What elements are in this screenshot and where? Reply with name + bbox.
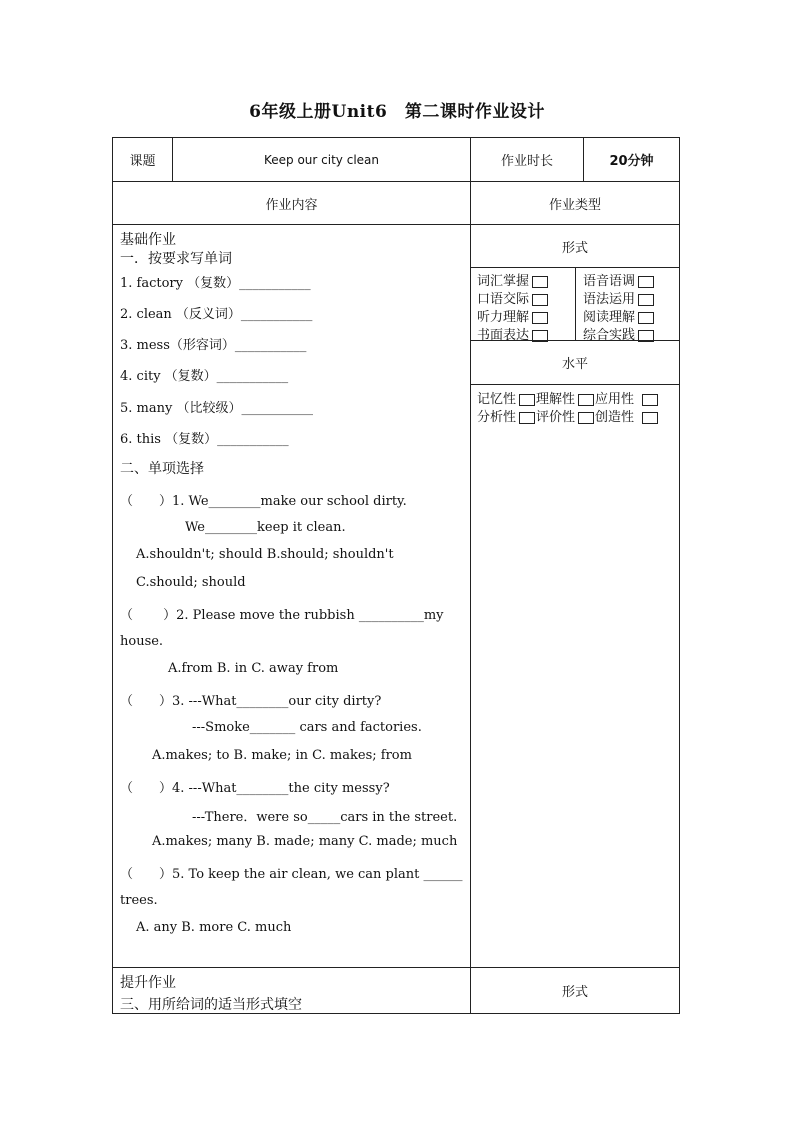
checkbox-understanding[interactable]: 理解性	[536, 392, 595, 407]
question-5-options: A. any B. more C. much	[136, 920, 292, 935]
checkbox-box-icon	[578, 394, 594, 406]
checkbox-oral[interactable]: 口语交际	[477, 288, 548, 307]
advanced-heading: 提升作业	[120, 975, 176, 991]
topic-value: Keep our city clean	[264, 152, 379, 167]
checkbox-reading[interactable]: 阅读理解	[583, 306, 654, 325]
part1-heading: 一．按要求写单词	[120, 251, 232, 267]
type-label: 作业类型	[548, 197, 601, 213]
question-3: （ ）3. ---What________our city dirty?	[120, 694, 382, 709]
checkbox-box-icon	[519, 412, 535, 424]
word-item: 5. many （比较级）___________	[120, 401, 313, 416]
word-item: 1. factory （复数）___________	[120, 276, 311, 291]
checkbox-practice[interactable]: 综合实践	[583, 324, 654, 343]
question-1-options: A.shouldn't; should B.should; shouldn't	[136, 547, 394, 562]
question-3-line2: ---Smoke_______ cars and factories.	[192, 720, 422, 735]
checkbox-listening[interactable]: 听力理解	[477, 306, 548, 325]
checkbox-box-icon	[519, 394, 535, 406]
checkbox-box-icon	[638, 276, 654, 288]
question-5-line2: trees.	[120, 893, 158, 908]
question-4-line2: ---There．were so_____cars in the street.	[192, 810, 458, 825]
question-4: （ ）4. ---What________the city messy?	[120, 781, 390, 796]
checkbox-box-icon	[638, 312, 654, 324]
level-row-2	[477, 406, 658, 425]
level-row-1	[477, 388, 658, 407]
topic-label: 课题	[129, 154, 156, 169]
checkbox-box-icon	[532, 330, 548, 342]
checkbox-evaluation[interactable]: 评价性	[536, 410, 595, 425]
question-2-line2: house.	[120, 634, 164, 649]
question-1-options-2: C.should; should	[136, 575, 246, 590]
word-item: 4. city （复数）___________	[120, 369, 289, 384]
question-1-line2: We________keep it clean.	[185, 520, 346, 535]
word-item: 2. clean （反义词）___________	[120, 307, 313, 322]
question-4-options: A.makes; many B. made; many C. made; much	[152, 834, 458, 849]
checkbox-box-icon	[642, 394, 658, 406]
checkbox-writing[interactable]: 书面表达	[477, 324, 548, 343]
word-item: 3. mess（形容词）___________	[120, 338, 307, 353]
checkbox-box-icon	[638, 294, 654, 306]
homework-table	[112, 137, 680, 1014]
checkbox-box-icon	[532, 276, 548, 288]
duration-label: 作业时长	[500, 154, 553, 169]
question-3-options: A.makes; to B. make; in C. makes; from	[152, 748, 412, 763]
checkbox-application[interactable]: 应用性	[595, 392, 658, 407]
part3-heading: 三、用所给词的适当形式填空	[120, 997, 302, 1013]
checkbox-box-icon	[532, 312, 548, 324]
question-2: （ ）2. Please move the rubbish __________my	[120, 608, 444, 623]
checkbox-grammar[interactable]: 语法运用	[583, 288, 654, 307]
content-label: 作业内容	[265, 197, 318, 213]
bottom-form-label: 形式	[561, 985, 588, 1000]
part2-heading: 二、单项选择	[120, 461, 204, 477]
checkbox-box-icon	[532, 294, 548, 306]
question-2-options: A.from B. in C. away from	[168, 661, 339, 676]
checkbox-creation[interactable]: 创造性	[595, 410, 658, 425]
checkbox-box-icon	[578, 412, 594, 424]
basic-heading: 基础作业	[120, 232, 176, 248]
word-item: 6. this （复数）___________	[120, 432, 289, 447]
question-5: （ ）5. To keep the air clean, we can plant ______	[120, 867, 463, 882]
checkbox-box-icon	[642, 412, 658, 424]
checkbox-pronunciation[interactable]: 语音语调	[583, 270, 654, 289]
checkbox-memory[interactable]: 记忆性	[477, 392, 536, 407]
checkbox-vocabulary[interactable]: 词汇掌握	[477, 270, 548, 289]
checkbox-box-icon	[638, 330, 654, 342]
question-1: （ ）1. We________make our school dirty.	[120, 494, 407, 509]
page-title: 6年级上册Unit6 第二课时作业设计	[249, 102, 545, 122]
checkbox-analysis[interactable]: 分析性	[477, 410, 536, 425]
duration-value: 20分钟	[609, 154, 654, 169]
level-label: 水平	[561, 357, 588, 372]
form-label: 形式	[561, 240, 588, 256]
